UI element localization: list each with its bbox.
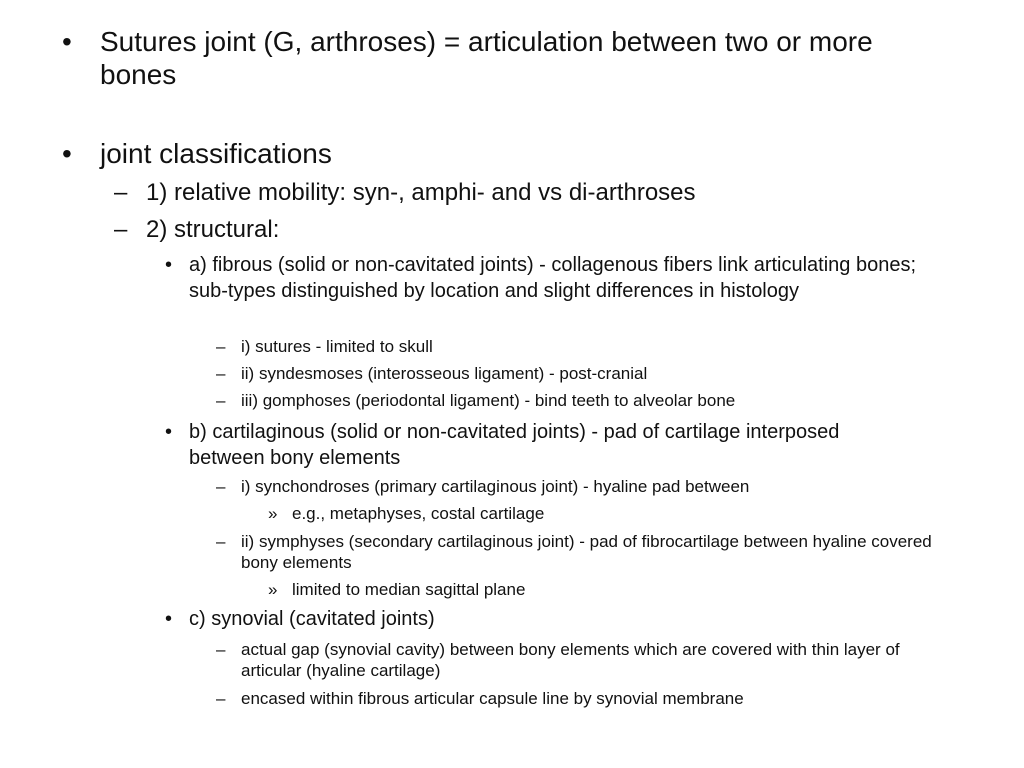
raquo-marker: » — [268, 504, 278, 523]
sub-median-plane — [268, 579, 932, 600]
bullet-marker: • — [165, 608, 173, 630]
dash-text: ii) syndesmoses (interosseous ligament) - post-cranial — [241, 364, 648, 383]
bullet-marker: • — [165, 254, 173, 276]
bullet-cartilaginous — [165, 419, 919, 471]
dash-marker: – — [216, 477, 226, 496]
bullet-text: b) cartilaginous (solid or non-cavitated joints) - pad of cartilage interposed between bony elements — [189, 421, 840, 469]
bullet-marker: • — [62, 26, 72, 57]
dash-gomphoses — [216, 390, 961, 411]
dash-encased — [216, 688, 961, 709]
dash-text: iii) gomphoses (periodontal ligament) - bind teeth to alveolar bone — [241, 391, 736, 410]
bullet-sutures-joint — [62, 25, 950, 91]
dash-syndesmoses — [216, 363, 961, 384]
dash-text: i) sutures - limited to skull — [241, 337, 433, 356]
dash-text: actual gap (synovial cavity) between bony elements which are covered with thin layer of articular (hyaline cartilage) — [241, 640, 900, 680]
dash-text: 1) relative mobility: syn-, amphi- and vs di-arthroses — [146, 179, 696, 206]
dash-marker: – — [114, 216, 128, 243]
dash-marker: – — [216, 337, 226, 356]
dash-sutures — [216, 336, 961, 357]
bullet-marker: • — [62, 138, 72, 169]
bullet-marker: • — [165, 421, 173, 443]
bullet-text: joint classifications — [100, 138, 332, 169]
dash-marker: – — [216, 689, 226, 708]
dash-text: 2) structural: — [146, 216, 280, 243]
dash-actual-gap — [216, 639, 961, 681]
raquo-marker: » — [268, 580, 278, 599]
bullet-text: Sutures joint (G, arthroses) = articulation between two or more bones — [100, 26, 873, 90]
dash-marker: – — [216, 640, 226, 659]
dash-marker: – — [216, 532, 226, 551]
dash-synchondroses — [216, 476, 961, 497]
dash-marker: – — [216, 391, 226, 410]
dash-text: ii) symphyses (secondary cartilaginous joint) - pad of fibrocartilage between hyaline covered bony elements — [241, 532, 932, 572]
sub-text: e.g., metaphyses, costal cartilage — [292, 504, 545, 523]
dash-relative-mobility — [114, 179, 946, 207]
dash-marker: – — [216, 364, 226, 383]
dash-marker: – — [114, 179, 128, 206]
sub-text: limited to median sagittal plane — [292, 580, 526, 599]
dash-symphyses — [216, 531, 961, 573]
dash-text: encased within fibrous articular capsule line by synovial membrane — [241, 689, 744, 708]
dash-text: i) synchondroses (primary cartilaginous joint) - hyaline pad between — [241, 477, 750, 496]
bullet-joint-classifications — [62, 137, 950, 170]
bullet-text: a) fibrous (solid or non-cavitated joints) - collagenous fibers link articulating bones; sub-types distinguished by location and slight differences in histology — [189, 254, 917, 302]
sub-metaphyses — [268, 503, 932, 524]
dash-structural — [114, 216, 946, 244]
bullet-text: c) synovial (cavitated joints) — [189, 608, 435, 630]
bullet-fibrous — [165, 252, 919, 304]
bullet-synovial — [165, 606, 919, 632]
